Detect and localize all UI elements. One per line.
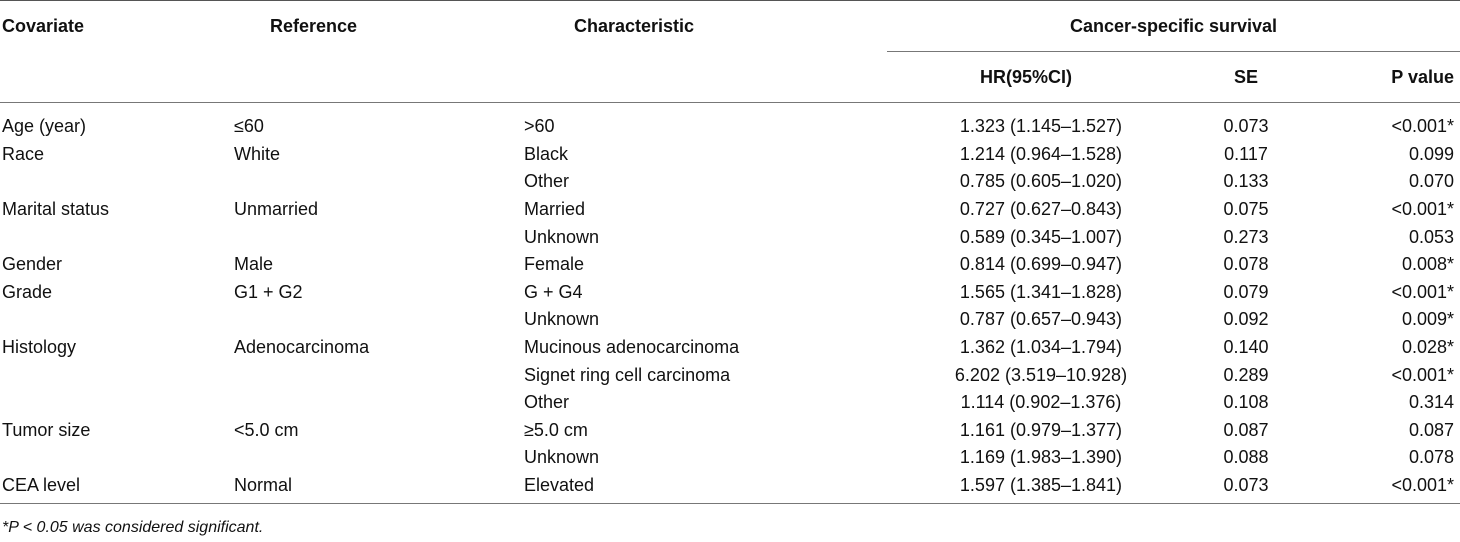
cell-p-value: <0.001* xyxy=(1391,199,1455,220)
cell-reference xyxy=(232,223,522,251)
cell-characteristic: Unknown xyxy=(524,447,600,468)
table-row xyxy=(0,196,1460,224)
cell-characteristic: Other xyxy=(524,392,570,413)
cell-hr: 1.169 (1.983–1.390) xyxy=(959,447,1123,468)
table-row xyxy=(0,251,1460,279)
cell-covariate xyxy=(0,444,232,472)
cell-covariate xyxy=(0,168,232,196)
col-header-group-survival: Cancer-specific survival xyxy=(887,1,1460,52)
cell-reference xyxy=(232,444,522,472)
cell-se: 0.079 xyxy=(1223,281,1269,302)
cell-reference: Male xyxy=(234,254,274,275)
cell-se: 0.087 xyxy=(1223,419,1269,440)
cell-characteristic: Unknown xyxy=(524,226,600,247)
cell-reference: Adenocarcinoma xyxy=(234,337,370,358)
cell-reference xyxy=(232,168,522,196)
cell-characteristic: ≥5.0 cm xyxy=(524,419,588,440)
cell-characteristic: Unknown xyxy=(524,309,600,330)
table-row xyxy=(0,444,1460,472)
cell-reference: Unmarried xyxy=(234,199,319,220)
table-row xyxy=(0,168,1460,196)
col-header-hr: HR(95%CI) xyxy=(887,52,1165,103)
cell-hr: 0.727 (0.627–0.843) xyxy=(959,199,1123,220)
cell-covariate xyxy=(0,223,232,251)
cell-se: 0.133 xyxy=(1223,171,1269,192)
header-row-1 xyxy=(0,1,1460,52)
table-footnote: *P < 0.05 was considered significant. xyxy=(2,519,264,537)
cell-p-value: <0.001* xyxy=(1391,281,1455,302)
cell-hr: 1.214 (0.964–1.528) xyxy=(959,143,1123,164)
cell-covariate xyxy=(0,306,232,334)
table-header xyxy=(0,1,1460,103)
cell-characteristic: Signet ring cell carcinoma xyxy=(524,364,731,385)
cell-covariate xyxy=(0,361,232,389)
cell-p-value: <0.001* xyxy=(1391,475,1455,496)
cell-reference: G1 + G2 xyxy=(234,281,303,302)
cell-hr: 0.787 (0.657–0.943) xyxy=(959,309,1123,330)
cell-characteristic: Elevated xyxy=(524,475,595,496)
cell-characteristic: G + G4 xyxy=(524,281,583,302)
cell-reference: White xyxy=(234,143,281,164)
cell-p-value: 0.314 xyxy=(1408,392,1455,413)
cell-reference: <5.0 cm xyxy=(234,419,299,440)
cell-hr: 0.814 (0.699–0.947) xyxy=(959,254,1123,275)
cell-se: 0.092 xyxy=(1223,309,1269,330)
cell-se: 0.073 xyxy=(1223,116,1269,137)
table-row xyxy=(0,306,1460,334)
table-row xyxy=(0,472,1460,500)
table-row xyxy=(0,141,1460,169)
cell-hr: 1.362 (1.034–1.794) xyxy=(959,337,1123,358)
cell-hr: 1.565 (1.341–1.828) xyxy=(959,281,1123,302)
cell-se: 0.289 xyxy=(1223,364,1269,385)
cell-covariate xyxy=(0,389,232,417)
table-row xyxy=(0,389,1460,417)
table-row xyxy=(0,279,1460,307)
table-row xyxy=(0,417,1460,445)
cell-se: 0.273 xyxy=(1223,226,1269,247)
table-row xyxy=(0,334,1460,362)
cell-p-value: 0.053 xyxy=(1408,226,1455,247)
cell-se: 0.108 xyxy=(1223,392,1269,413)
cell-characteristic: Female xyxy=(524,254,585,275)
table-bottom-rule xyxy=(0,504,1460,542)
cell-reference xyxy=(232,361,522,389)
cell-covariate: Tumor size xyxy=(2,419,91,440)
table-row xyxy=(0,361,1460,389)
cell-characteristic: Mucinous adenocarcinoma xyxy=(524,337,740,358)
cell-hr: 6.202 (3.519–10.928) xyxy=(954,364,1128,385)
table-row xyxy=(0,103,1460,141)
cell-covariate: Marital status xyxy=(2,199,110,220)
cell-covariate: CEA level xyxy=(2,475,81,496)
cell-hr: 1.323 (1.145–1.527) xyxy=(959,116,1123,137)
cell-p-value: <0.001* xyxy=(1391,116,1455,137)
table-body xyxy=(0,103,1460,542)
cell-p-value: 0.070 xyxy=(1408,171,1455,192)
cell-p-value: 0.028* xyxy=(1401,337,1455,358)
cell-covariate: Race xyxy=(2,143,45,164)
cell-se: 0.088 xyxy=(1223,447,1269,468)
cell-reference: Normal xyxy=(234,475,293,496)
cell-characteristic: Married xyxy=(524,199,586,220)
col-header-reference: Reference xyxy=(232,1,522,103)
cell-reference: ≤60 xyxy=(234,116,264,137)
cell-hr: 0.589 (0.345–1.007) xyxy=(959,226,1123,247)
cell-se: 0.117 xyxy=(1224,143,1268,164)
table-row xyxy=(0,223,1460,251)
col-header-se: SE xyxy=(1165,52,1327,103)
cell-hr: 0.785 (0.605–1.020) xyxy=(959,171,1123,192)
cell-se: 0.140 xyxy=(1223,337,1269,358)
cell-characteristic: Black xyxy=(524,143,569,164)
cell-p-value: 0.099 xyxy=(1408,143,1455,164)
col-header-characteristic: Characteristic xyxy=(522,1,887,103)
cell-covariate: Gender xyxy=(2,254,63,275)
col-header-p-value: P value xyxy=(1327,52,1460,103)
cell-p-value: 0.087 xyxy=(1408,419,1455,440)
cell-se: 0.078 xyxy=(1223,254,1269,275)
cell-se: 0.075 xyxy=(1223,199,1269,220)
cell-characteristic: >60 xyxy=(524,116,555,137)
cell-p-value: <0.001* xyxy=(1391,364,1455,385)
cell-reference xyxy=(232,306,522,334)
cell-p-value: 0.009* xyxy=(1401,309,1455,330)
cell-hr: 1.114 (0.902–1.376) xyxy=(960,392,1122,413)
cell-characteristic: Other xyxy=(524,171,570,192)
cell-reference xyxy=(232,389,522,417)
cell-covariate: Histology xyxy=(2,337,77,358)
cell-covariate: Age (year) xyxy=(2,116,87,137)
cell-p-value: 0.078 xyxy=(1408,447,1455,468)
cell-se: 0.073 xyxy=(1223,475,1269,496)
cell-hr: 1.161 (0.979–1.377) xyxy=(959,419,1123,440)
cell-p-value: 0.008* xyxy=(1401,254,1455,275)
cell-hr: 1.597 (1.385–1.841) xyxy=(959,475,1123,496)
col-header-covariate: Covariate xyxy=(0,1,232,103)
cell-covariate: Grade xyxy=(2,281,53,302)
